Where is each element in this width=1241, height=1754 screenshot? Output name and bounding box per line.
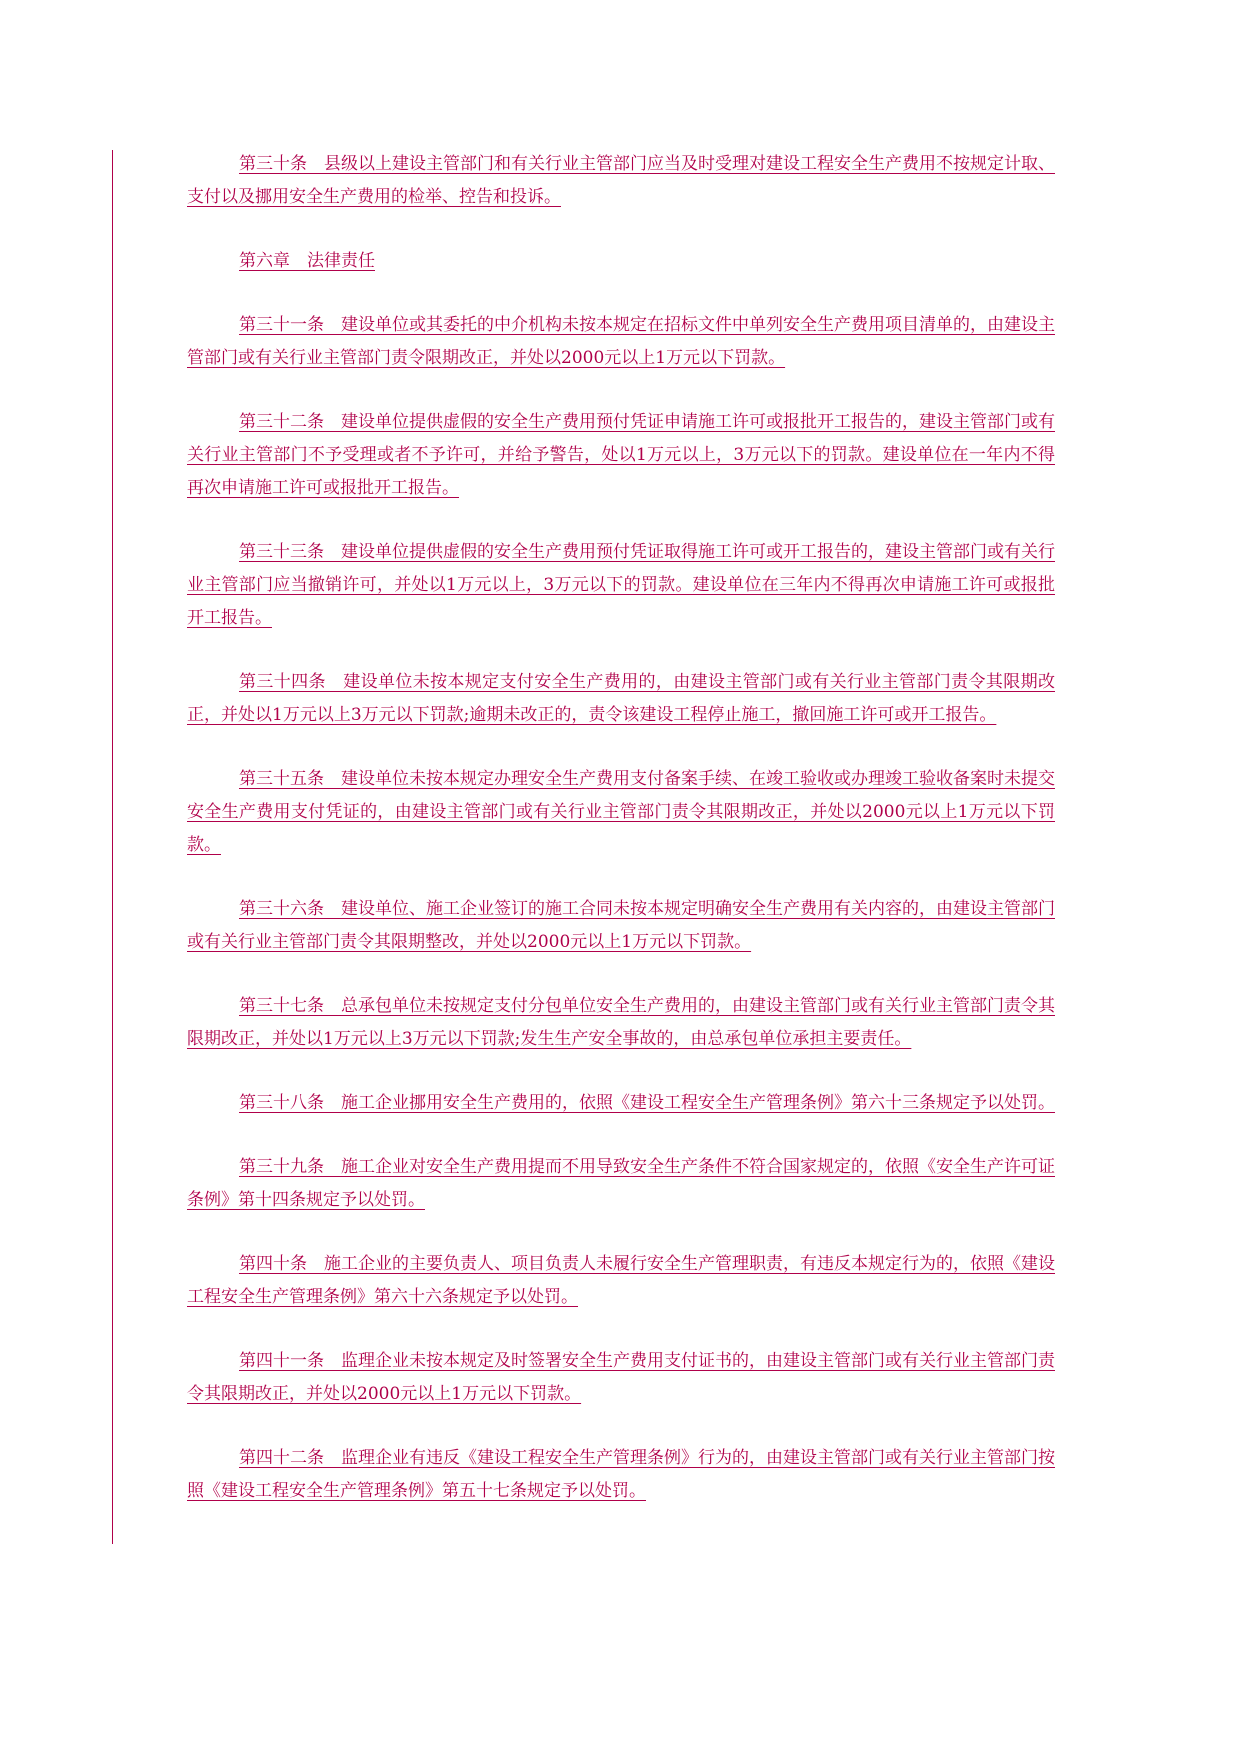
- article-41: 第四十一条 监理企业未按本规定及时签署安全生产费用支付证书的，由建设主管部门或有关行业主管部门责令其限期改正，并处以2000元以上1万元以下罚款。: [187, 1351, 1055, 1404]
- article-42: 第四十二条 监理企业有违反《建设工程安全生产管理条例》行为的，由建设主管部门或有关行业主管部门按照《建设工程安全生产管理条例》第五十七条规定予以处罚。: [187, 1448, 1055, 1501]
- article-39: 第三十九条 施工企业对安全生产费用提而不用导致安全生产条件不符合国家规定的，依照《安全生产许可证条例》第十四条规定予以处罚。: [187, 1157, 1055, 1210]
- article-38: 第三十八条 施工企业挪用安全生产费用的，依照《建设工程安全生产管理条例》第六十三条规定予以处罚。: [239, 1093, 1055, 1113]
- article-32: 第三十二条 建设单位提供虚假的安全生产费用预付凭证申请施工许可或报批开工报告的，建设主管部门或有关行业主管部门不予受理或者不予许可，并给予警告，处以1万元以上，3万元以下的罚款。建设单位在一年内不得再次申请施工许可或报批开工报告。: [187, 412, 1055, 498]
- revision-change-bar: [112, 150, 113, 1544]
- article-34: 第三十四条 建设单位未按本规定支付安全生产费用的，由建设主管部门或有关行业主管部门责令其限期改正，并处以1万元以上3万元以下罚款;逾期未改正的，责令该建设工程停止施工，撤回施工许可或开工报告。: [187, 672, 1055, 725]
- article-30: 第三十条 县级以上建设主管部门和有关行业主管部门应当及时受理对建设工程安全生产费用不按规定计取、支付以及挪用安全生产费用的检举、控告和投诉。: [187, 154, 1055, 207]
- article-35: 第三十五条 建设单位未按本规定办理安全生产费用支付备案手续、在竣工验收或办理竣工验收备案时未提交安全生产费用支付凭证的，由建设主管部门或有关行业主管部门责令其限期改正，并处以2000元以上1万元以下罚款。: [187, 769, 1055, 855]
- chapter-6-heading: 第六章 法律责任: [239, 251, 375, 271]
- article-37: 第三十七条 总承包单位未按规定支付分包单位安全生产费用的，由建设主管部门或有关行业主管部门责令其限期改正，并处以1万元以上3万元以下罚款;发生生产安全事故的，由总承包单位承担主要责任。: [187, 996, 1055, 1049]
- article-31: 第三十一条 建设单位或其委托的中介机构未按本规定在招标文件中单列安全生产费用项目清单的，由建设主管部门或有关行业主管部门责令限期改正，并处以2000元以上1万元以下罚款。: [187, 315, 1055, 368]
- document-body: [187, 148, 1055, 1539]
- article-40: 第四十条 施工企业的主要负责人、项目负责人未履行安全生产管理职责，有违反本规定行为的，依照《建设工程安全生产管理条例》第六十六条规定予以处罚。: [187, 1254, 1055, 1307]
- article-33: 第三十三条 建设单位提供虚假的安全生产费用预付凭证取得施工许可或开工报告的，建设主管部门或有关行业主管部门应当撤销许可，并处以1万元以上，3万元以下的罚款。建设单位在三年内不得再次申请施工许可或报批开工报告。: [187, 542, 1055, 628]
- article-36: 第三十六条 建设单位、施工企业签订的施工合同未按本规定明确安全生产费用有关内容的，由建设主管部门或有关行业主管部门责令其限期整改，并处以2000元以上1万元以下罚款。: [187, 899, 1055, 952]
